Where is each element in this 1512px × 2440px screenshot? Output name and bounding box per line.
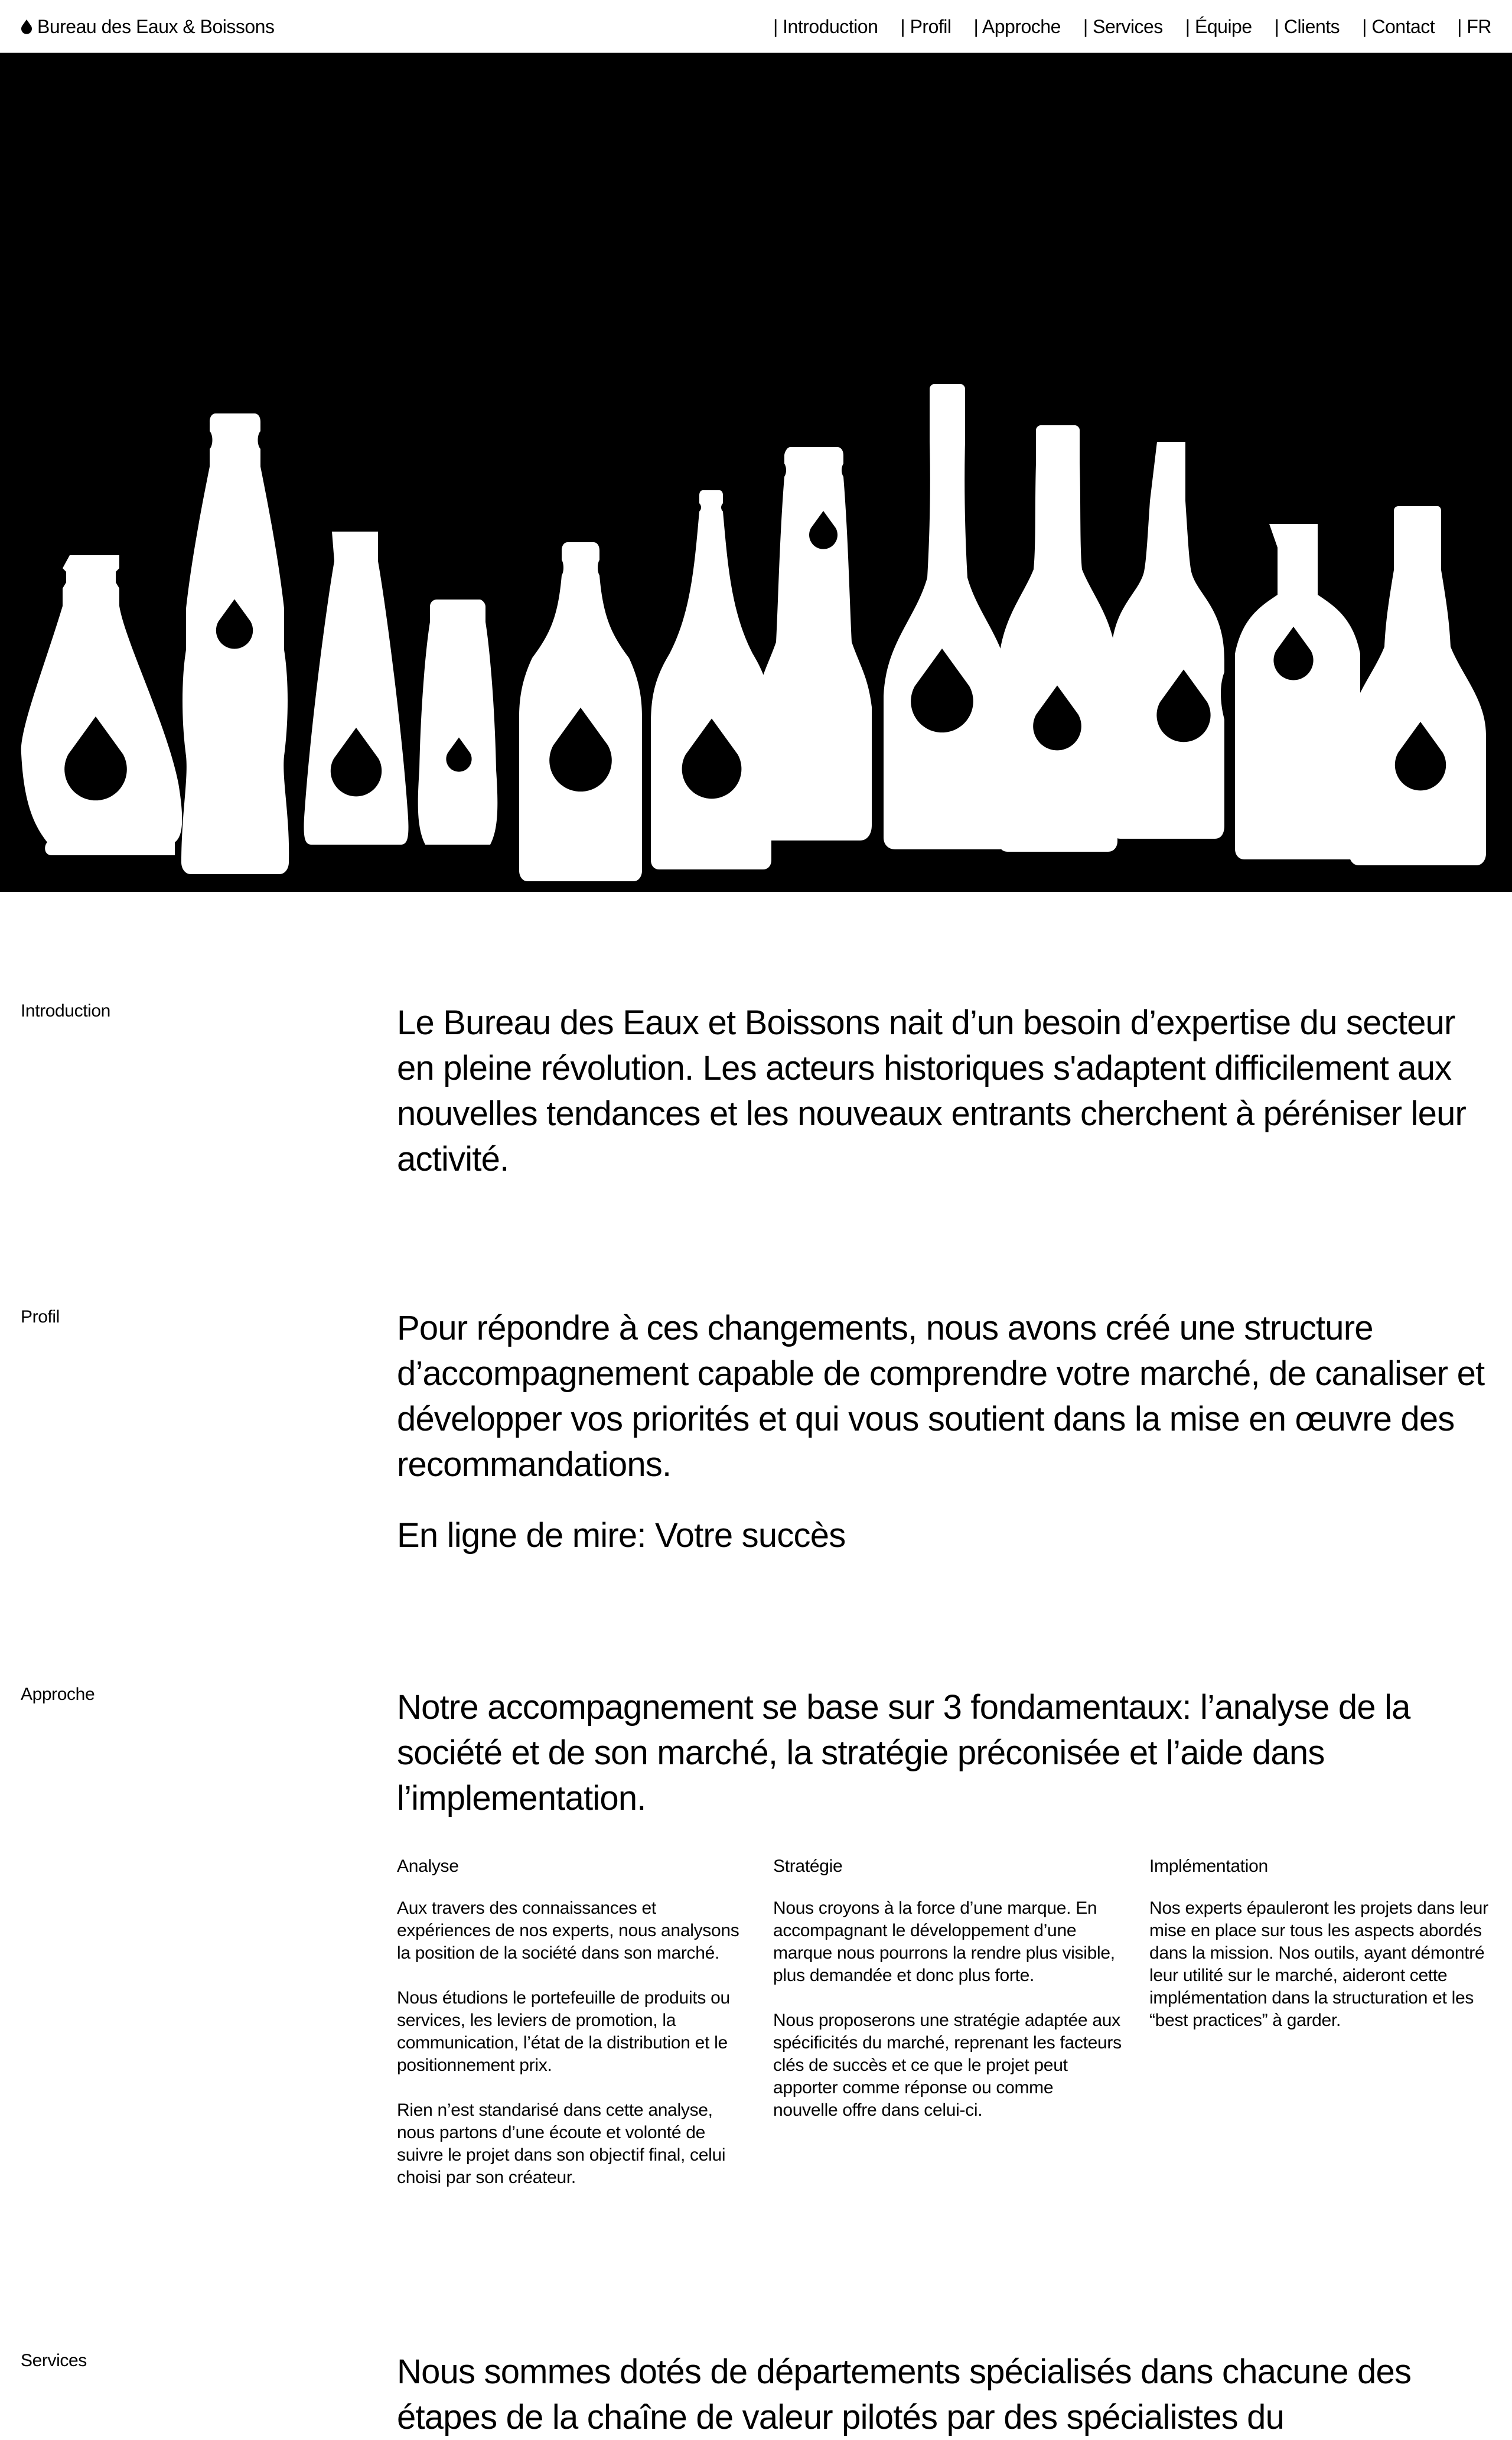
nav-contact[interactable]: | Contact [1362, 16, 1435, 37]
logo[interactable] [21, 16, 274, 38]
services-text: Nous sommes dotés de départements spécialisés dans chacune des étapes de la chaîne de valeur pilotés par des spécialistes du [397, 2353, 1412, 2436]
profil-text: Pour répondre à ces changements, nous avons créé une structure d’accompagnement capable de comprendre votre marché, de canaliser et développer vos priorités et qui vous soutient dans la mise en œuvre des recommandations. [397, 1309, 1485, 1484]
nav-approche[interactable]: | Approche [973, 16, 1061, 37]
approche-text: Notre accompagnement se base sur 3 fondamentaux: l’analyse de la société et de son marché, la stratégie préconisée et l’aide dans l’implementation. [397, 1688, 1410, 1817]
profil-tagline: En ligne de mire: Votre succès [397, 1516, 846, 1555]
column-paragraph: Nous proposerons une stratégie adaptée aux spécificités du marché, reprenant les facteurs clés de succès et ce que le projet peut apporter comme réponse ou comme nouvelle offre dans celui-ci. [773, 2011, 1122, 2120]
nav-introduction[interactable]: | Introduction [773, 16, 878, 37]
approche-column-strategie [773, 1855, 1122, 2144]
introduction-text: Le Bureau des Eaux et Boissons nait d’un besoin d’expertise du secteur en pleine révolution. Les acteurs historiques s'adaptent difficilement aux nouvelles tendances et les nouveaux entrants cherchent à péréniser leur activité. [397, 1004, 1467, 1178]
section-label-services: Services [21, 2351, 87, 2370]
column-title: Stratégie [773, 1856, 843, 1876]
nav-clients[interactable]: | Clients [1274, 16, 1340, 37]
main-nav [751, 16, 1491, 38]
approche-column-analyse [397, 1855, 745, 2211]
bottles-illustration [0, 53, 1512, 892]
nav-profil[interactable]: | Profil [900, 16, 951, 37]
drop-icon [21, 19, 32, 35]
column-paragraph: Nous étudions le portefeuille de produits ou services, les leviers de promotion, la communication, l’état de la distribution et le positionnement prix. [397, 1988, 730, 2075]
hero-banner [0, 53, 1512, 892]
site-header [0, 0, 1512, 53]
section-label-profil: Profil [21, 1307, 60, 1327]
approche-column-implementation [1149, 1855, 1498, 2054]
column-title: Implémentation [1149, 1856, 1268, 1876]
nav-language-fr[interactable]: | FR [1457, 16, 1491, 37]
logo-text: Bureau des Eaux & Boissons [37, 16, 275, 37]
column-paragraph: Nos experts épauleront les projets dans leur mise en place sur tous les aspects abordés dans la mission. Nos outils, ayant démontré leur utilité sur le marché, aideront cette implémentation dans la structuration et les “best practices” à garder. [1149, 1898, 1488, 2030]
column-paragraph: Nous croyons à la force d’une marque. En accompagnant le développement d’une marque nous pourrons la rendre plus visible, plus demandée et donc plus forte. [773, 1898, 1115, 1985]
section-label-approche: Approche [21, 1685, 95, 1704]
column-paragraph: Aux travers des connaissances et expériences de nos experts, nous analysons la position de la société dans son marché. [397, 1898, 739, 1963]
section-label-introduction: Introduction [21, 1001, 110, 1021]
column-title: Analyse [397, 1856, 459, 1876]
nav-services[interactable]: | Services [1083, 16, 1163, 37]
column-paragraph: Rien n’est standarisé dans cette analyse, nous partons d’une écoute et volonté de suivre le projet dans son objectif final, celui choisi par son créateur. [397, 2100, 726, 2187]
nav-equipe[interactable]: | Équipe [1185, 16, 1252, 37]
